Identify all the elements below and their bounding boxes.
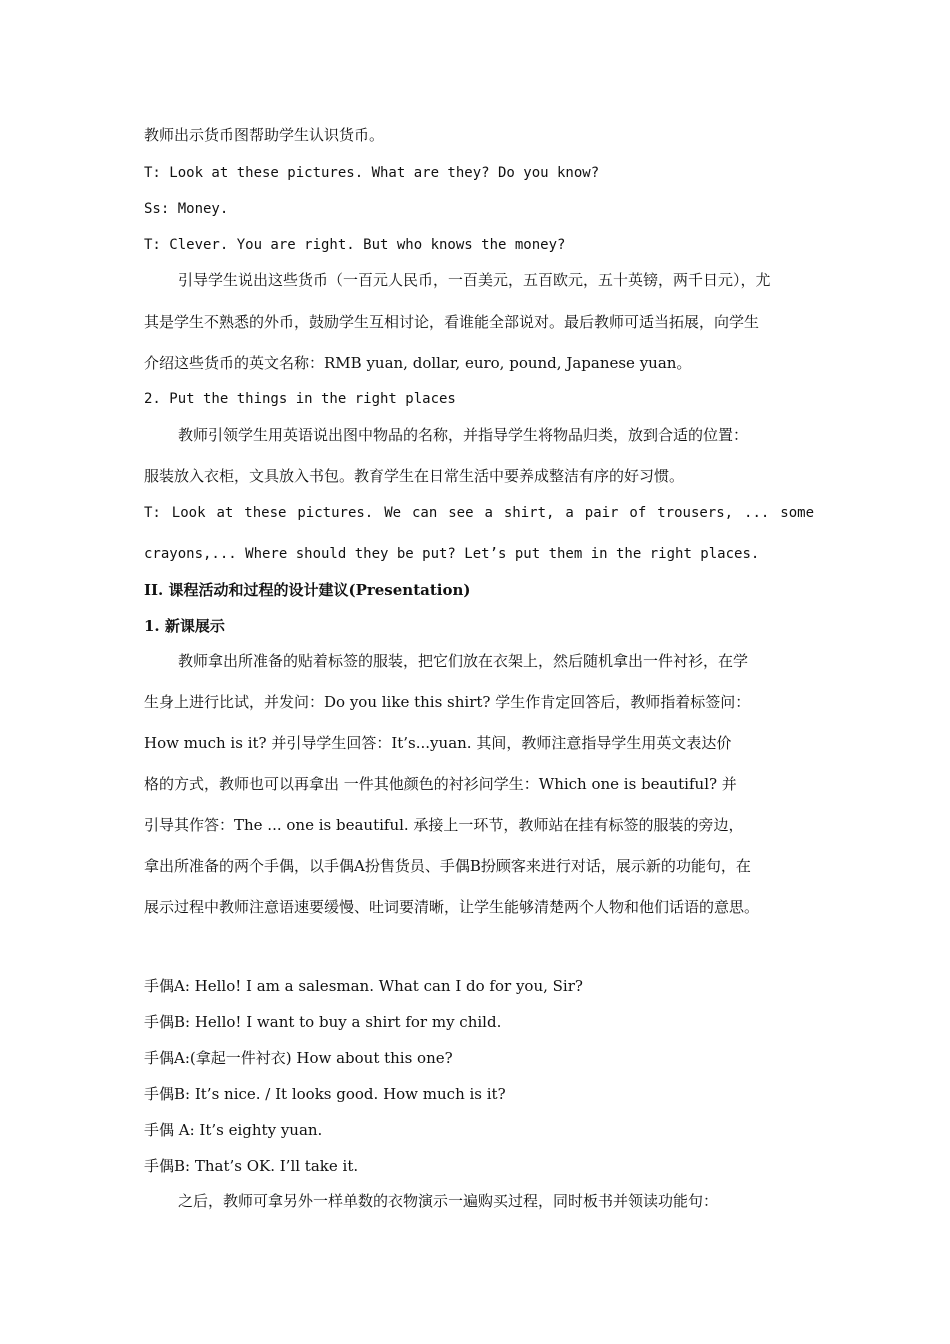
section-heading: II. 课程活动和过程的设计建议(Presentation)	[144, 581, 471, 599]
dialogue-line: 手偶A:(拿起一件衬衣) How about this one?	[144, 1049, 453, 1067]
intro-sentence: 教师出示货币图帮助学生认识货币。	[144, 126, 385, 144]
paragraph-line: 教师拿出所准备的贴着标签的服装，把它们放在衣架上，然后随机拿出一件衬衫，在学	[178, 652, 749, 670]
dialogue-line: T: Clever. You are right. But who knows the money?	[144, 237, 566, 253]
paragraph-line: 服装放入衣柜，文具放入书包。教育学生在日常生活中要养成整洁有序的好习惯。	[144, 467, 685, 485]
dialogue-line: 手偶B: Hello! I want to buy a shirt for my child.	[144, 1013, 502, 1031]
dialogue-line: 手偶B: It’s nice. / It looks good. How much is it?	[144, 1085, 506, 1103]
dialogue-line: 手偶B: That’s OK. I’ll take it.	[144, 1157, 359, 1175]
dialogue-line: 手偶 A: It’s eighty yuan.	[144, 1121, 323, 1139]
paragraph-line: How much is it? 并引导学生回答：It’s...yuan. 其间，教师注意指导学生用英文表达价	[144, 734, 732, 752]
dialogue-line: crayons,... Where should they be put? Let’s put them in the right places.	[144, 546, 760, 562]
section-heading: 2. Put the things in the right places	[144, 391, 456, 407]
paragraph-line: 引导学生说出这些货币（一百元人民币，一百美元，五百欧元，五十英镑，两千日元），尤	[178, 271, 771, 289]
paragraph-line: 格的方式，教师也可以再拿出 一件其他颜色的衬衫问学生：Which one is beautiful? 并	[144, 775, 737, 793]
paragraph-line: 生身上进行比试，并发问：Do you like this shirt? 学生作肯定回答后，教师指着标签问：	[144, 693, 751, 711]
dialogue-line: T: Look at these pictures. We can see a shirt, a pair of trousers, ... some	[144, 505, 814, 521]
paragraph-line: 拿出所准备的两个手偶，以手偶A扮售货员、手偶B扮顾客来进行对话，展示新的功能句，在	[144, 857, 751, 875]
paragraph-line: 之后，教师可拿另外一样单数的衣物演示一遍购买过程，同时板书并领读功能句：	[178, 1192, 719, 1210]
paragraph-line: 其是学生不熟悉的外币，鼓励学生互相讨论，看谁能全部说对。最后教师可适当拓展，向学生	[144, 313, 760, 331]
paragraph-line: 展示过程中教师注意语速要缓慢、吐词要清晰，让学生能够清楚两个人物和他们话语的意思。	[144, 898, 760, 916]
paragraph-line: 教师引领学生用英语说出图中物品的名称，并指导学生将物品归类，放到合适的位置：	[178, 426, 749, 444]
dialogue-line: Ss: Money.	[144, 201, 229, 217]
dialogue-line: T: Look at these pictures. What are they? Do you know?	[144, 165, 600, 181]
dialogue-line: 手偶A: Hello! I am a salesman. What can I do for you, Sir?	[144, 977, 583, 995]
paragraph-line: 引导其作答：The ... one is beautiful. 承接上一环节，教师站在挂有标签的服装的旁边，	[144, 816, 744, 834]
subsection-heading: 1. 新课展示	[144, 617, 225, 635]
paragraph-line: 介绍这些货币的英文名称：RMB yuan, dollar, euro, pound, Japanese yuan。	[144, 354, 692, 372]
